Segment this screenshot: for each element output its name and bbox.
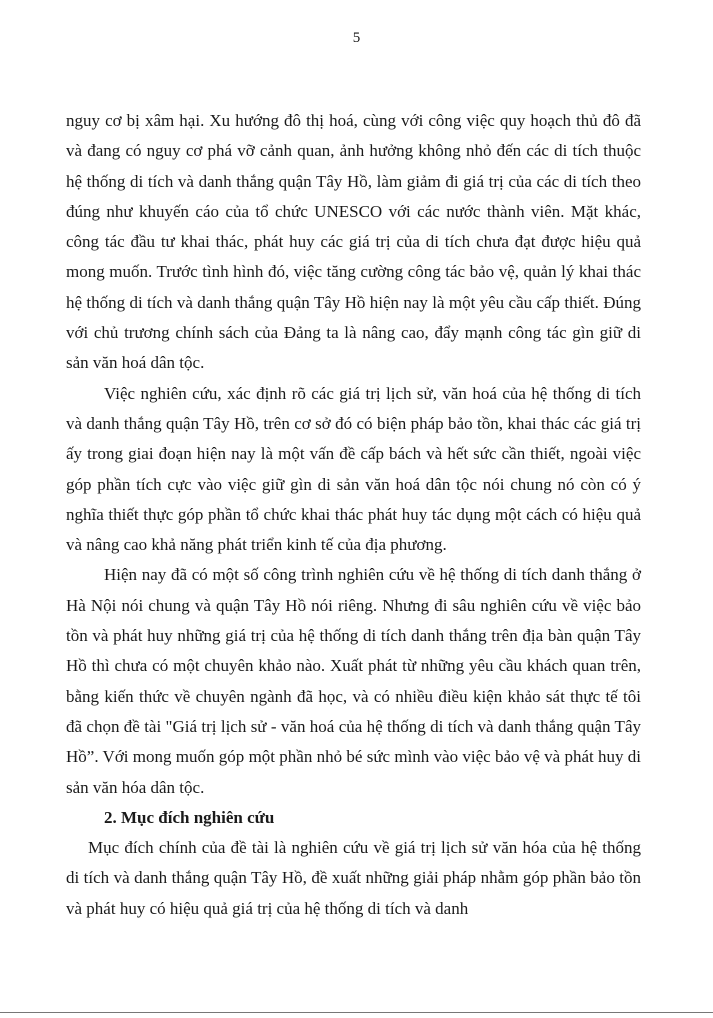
section-heading: 2. Mục đích nghiên cứu xyxy=(104,807,275,827)
paragraph-research-purpose: Mục đích chính của đề tài là nghiên cứu về giá trị lịch sử văn hóa của hệ thống di tích và danh thắng quận Tây Hồ, đề xuất những giải pháp nhằm góp phần bảo tồn và phát huy có hiệu quả giá trị của hệ thống di tích và danh xyxy=(66,838,641,918)
page-bottom-divider xyxy=(0,1012,713,1013)
paragraph-continuation: nguy cơ bị xâm hại. Xu hướng đô thị hoá, cùng với công việc quy hoạch thủ đô đã và đang có nguy cơ phá vỡ cảnh quan, ảnh hưởng không nhỏ đến các di tích thuộc hệ thống di tích và danh thắng quận Tây Hồ, làm giảm đi giá trị của các di tích theo đúng như khuyến cáo của tổ chức UNESCO với các nước thành viên. Mặt khác, công tác đầu tư khai thác, phát huy các giá trị của di tích chưa đạt được hiệu quả mong muốn. Trước tình hình đó, việc tăng cường công tác bảo vệ, quản lý khai thác hệ thống di tích và danh thắng quận Tây Hồ hiện nay là một yêu cầu cấp thiết. Đúng với chủ trương chính sách của Đảng ta là nâng cao, đẩy mạnh công tác gìn giữ di sản văn hoá dân tộc. xyxy=(66,111,641,373)
document-body xyxy=(66,106,641,924)
paragraph-topic-selection: Hiện nay đã có một số công trình nghiên cứu về hệ thống di tích danh thắng ở Hà Nội nói chung và quận Tây Hồ nói riêng. Nhưng đi sâu nghiên cứu về việc bảo tồn và phát huy những giá trị của hệ thống di tích danh thắng trên địa bàn quận Tây Hồ thì chưa có một chuyên khảo nào. Xuất phát từ những yêu cầu khách quan trên, bằng kiến thức về chuyên ngành đã học, và có nhiều điều kiện khảo sát thực tế tôi đã chọn đề tài "Giá trị lịch sử - văn hoá của hệ thống di tích và danh thắng quận Tây Hồ”. Với mong muốn góp một phần nhỏ bé sức mình vào việc bảo vệ và phát huy di sản văn hóa dân tộc. xyxy=(66,565,641,797)
paragraph-research-significance: Việc nghiên cứu, xác định rõ các giá trị lịch sử, văn hoá của hệ thống di tích và danh thắng quận Tây Hồ, trên cơ sở đó có biện pháp bảo tồn, khai thác các giá trị ấy trong giai đoạn hiện nay là một vấn đề cấp bách và hết sức cần thiết, ngoài việc góp phần tích cực vào việc giữ gìn di sản văn hoá dân tộc nói chung nó còn có ý nghĩa thiết thực góp phần tổ chức khai thác phát huy tác dụng một cách có hiệu quả và nâng cao khả năng phát triển kinh tế của địa phương. xyxy=(66,383,641,555)
page-number: 5 xyxy=(352,30,361,46)
